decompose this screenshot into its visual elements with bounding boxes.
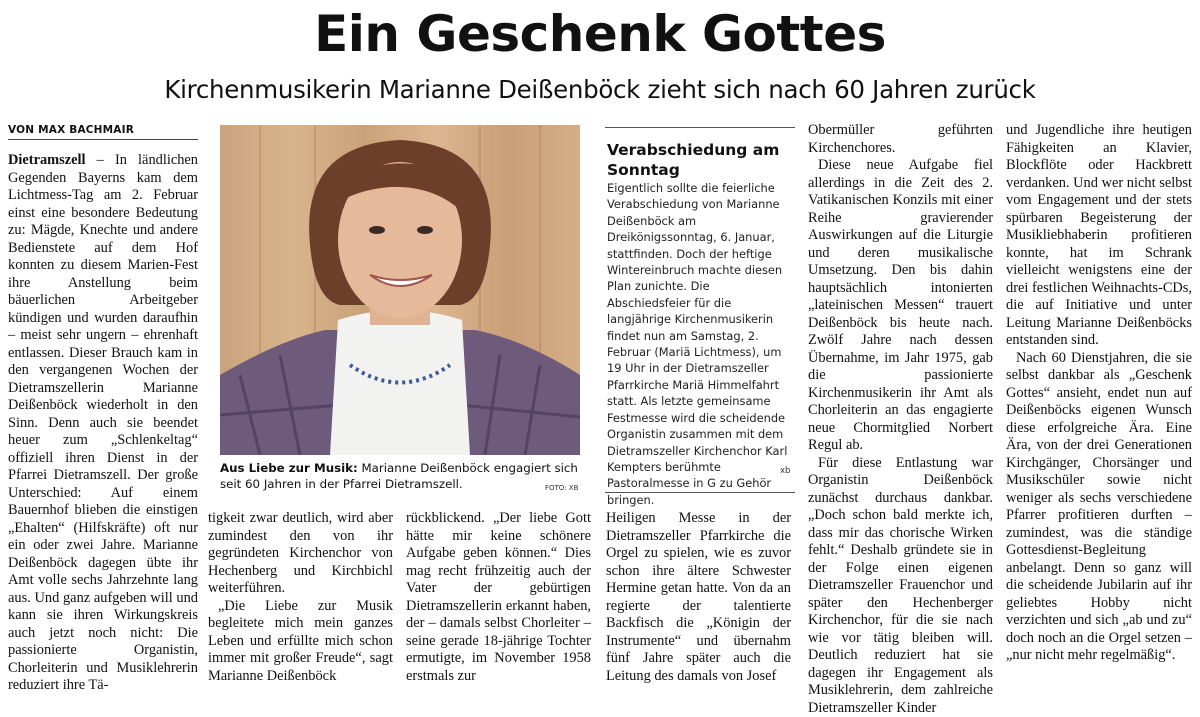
caption-lead: Aus Liebe zur Musik: xyxy=(220,461,358,475)
portrait-photo xyxy=(220,125,580,455)
article-column-1 xyxy=(8,152,198,695)
column-5-paragraph-1: Obermüller geführten Kirchenchores. xyxy=(808,122,993,157)
sidebar-bottom-rule xyxy=(605,492,795,493)
article-column-6 xyxy=(1006,122,1192,665)
lead-paragraph: – In ländlichen Gegenden Bayerns kam dem Lichtmess-Tag am 2. Februar einst eine besondere Bedeutung zu: Mägde, Knechte und andere Bedienstete auf dem Hof konnten zu diesem Marien-Fest ihre Anstellung beim bäuerlichen Arbeitgeber kündigen und wurden daraufhin – meist sehr ungern – ehrenhaft entlassen. Dieser Brauch kam in den vergangenen Wochen der Dietramszellerin Marianne Deißenböck wiederholt in den Sinn. Denn auch sie beendet heuer zum „Schlenkeltag“ offiziell ihren Dienst in der Pfarrei Dietramszell. Der große Unterschied: Auf einem Bauernhof blieben die einstigen „Ehalten“ (Hilfskräfte) oft nur ein oder zwei Jahre. Marianne Deißenböck dagegen übte ihr Amt volle sechs Jahrzehnte lang aus. Und ganz aufgeben will und kann sie ihren Wirkungskreis auch jetzt noch nicht: Die passionierte Organistin, Chorleiterin und Musiklehrerin reduziert ihre Tä- xyxy=(8,152,198,693)
sidebar-top-rule xyxy=(605,127,795,128)
dateline-place: Dietramszell xyxy=(8,152,86,168)
column-4-paragraph-1: Heiligen Messe in der Dietramszeller Pfarrkirche die Orgel zu spielen, wie es zuvor schon ihre ältere Schwester Hermine getan hatte. Von da an regierte der talentierte Backfisch die „Königin der Instrumente“ und übernahm fünf Jahre später auch die Leitung des damals von Josef xyxy=(606,510,791,685)
column-6-paragraph-2: Nach 60 Dienstjahren, die sie selbst dankbar als „Geschenk Gottes“ ansieht, endet nun auf Deißenböcks eigenen Wunsch diese erfolgreiche Ära. Eine Ära, von der drei Generationen Kirchgänger, Chorsänger und Musikschüler sowie nicht weniger als sechs verschiedene Pfarrer profitieren durften – zumindest, was die ständige Gottesdienst-Begleitung anbelangt. Denn so ganz will die scheidende Jubilarin auf ihr geliebtes Hobby nicht verzichten und sich „ab und zu“ doch noch an die Orgel setzen – „nur nicht mehr regelmäßig“. xyxy=(1006,350,1192,665)
headline: Ein Geschenk Gottes xyxy=(0,2,1200,66)
photo-caption xyxy=(220,460,580,492)
column-2-paragraph-1: tigkeit zwar deutlich, wird aber zumindest den von ihr gegründeten Kirchenchor von Hechenberg und Kirchbichl weiterführen. xyxy=(208,510,393,598)
portrait-illustration xyxy=(220,125,580,455)
byline: VON MAX BACHMAIR xyxy=(8,124,198,140)
sidebar-text: Eigentlich sollte die feierliche Verabschiedung von Marianne Deißenböck am Dreikönigssonntag, 6. Januar, stattfinden. Doch der heftige Wintereinbruch machte diesen Plan zunichte. Die Abschiedsfeier für die langjährige Kirchenmusikerin findet nun am Samstag, 2. Februar (Mariä Lichtmess), um 19 Uhr in der Dietramszeller Pfarrkirche Mariä Himmelfahrt statt. Als letzte gemeinsame Festmesse wird die scheidende Organistin zusammen mit dem Dietramszeller Kirchenchor Karl Kempters berühmte Pastoralmesse in G zu Gehör bringen. xyxy=(607,180,795,508)
column-6-paragraph-1: und Jugendliche ihre heutigen Fähigkeiten an Klavier, Blockflöte oder Hackbrett verdanken. Und wer nicht selbst vom Engagement und der stets spürbaren Begeisterung der Musikliebhaberin profitieren konnte, hat im Schrank vielleicht wenigstens eine der drei festlichen Weihnachts-CDs, die auf Initiative und unter Leitung Marianne Deißenböcks entstanden sind. xyxy=(1006,122,1192,350)
caption-text: Marianne Deißenböck engagiert sich seit 60 Jahren in der Pfarrei Dietramszell. xyxy=(220,461,578,491)
article-column-5 xyxy=(808,122,993,717)
column-5-paragraph-2: Diese neue Aufgabe fiel allerdings in die Zeit des 2. Vatikanischen Konzils mit einer Reihe gravierender Auswirkungen auf die Liturgie und deren musikalische Umsetzung. Den bis dahin hauptsächlich intonierten „lateinischen Messen“ trauert Deißenböck bis heute nach. Zwölf Jahre nach dessen Übernahme, im Jahr 1975, gab die passionierte Kirchenmusikerin ihr Amt als Chorleiterin an das engagierte neue Chormitglied Norbert Regul ab. xyxy=(808,157,993,455)
article-column-3 xyxy=(406,510,591,685)
column-5-paragraph-3: Für diese Entlastung war Organistin Deißenböck zunächst durchaus dankbar. „Doch schon bald merkte ich, dass mir das chorische Wirken fehlt.“ Deshalb gründete sie in der Folge einen eigenen Dietramszeller Frauenchor und später den Hechenberger Kirchenchor, für die sie nach wie vor tätig bleiben will. Deutlich reduziert hat sie dagegen ihr Engagement als Musiklehrerin, dem zahlreiche Dietramszeller Kinder xyxy=(808,455,993,717)
column-2-paragraph-2: „Die Liebe zur Musik begleitete mich mein ganzes Leben und erfüllte mich schon immer mit großer Freude“, sagt Marianne Deißenböck xyxy=(208,598,393,686)
sidebar-title: Verabschiedung am Sonntag xyxy=(607,140,797,180)
subheadline: Kirchenmusikerin Marianne Deißenböck zieht sich nach 60 Jahren zurück xyxy=(0,74,1200,106)
photo-credit: FOTO: XB xyxy=(545,484,578,492)
column-3-paragraph-1: rückblickend. „Der liebe Gott hätte mir keine schönere Aufgabe geben können.“ Dies mag recht frühzeitig auch der Vater der gebürtigen Dietramszellerin erkannt haben, der – damals selbst Chorleiter – seine gerade 18-jährige Tochter ermutigte, im November 1958 erstmals zur xyxy=(406,510,591,685)
sidebar-author-tag: xb xyxy=(780,466,790,476)
article-column-4 xyxy=(606,510,791,685)
article-column-2 xyxy=(208,510,393,685)
